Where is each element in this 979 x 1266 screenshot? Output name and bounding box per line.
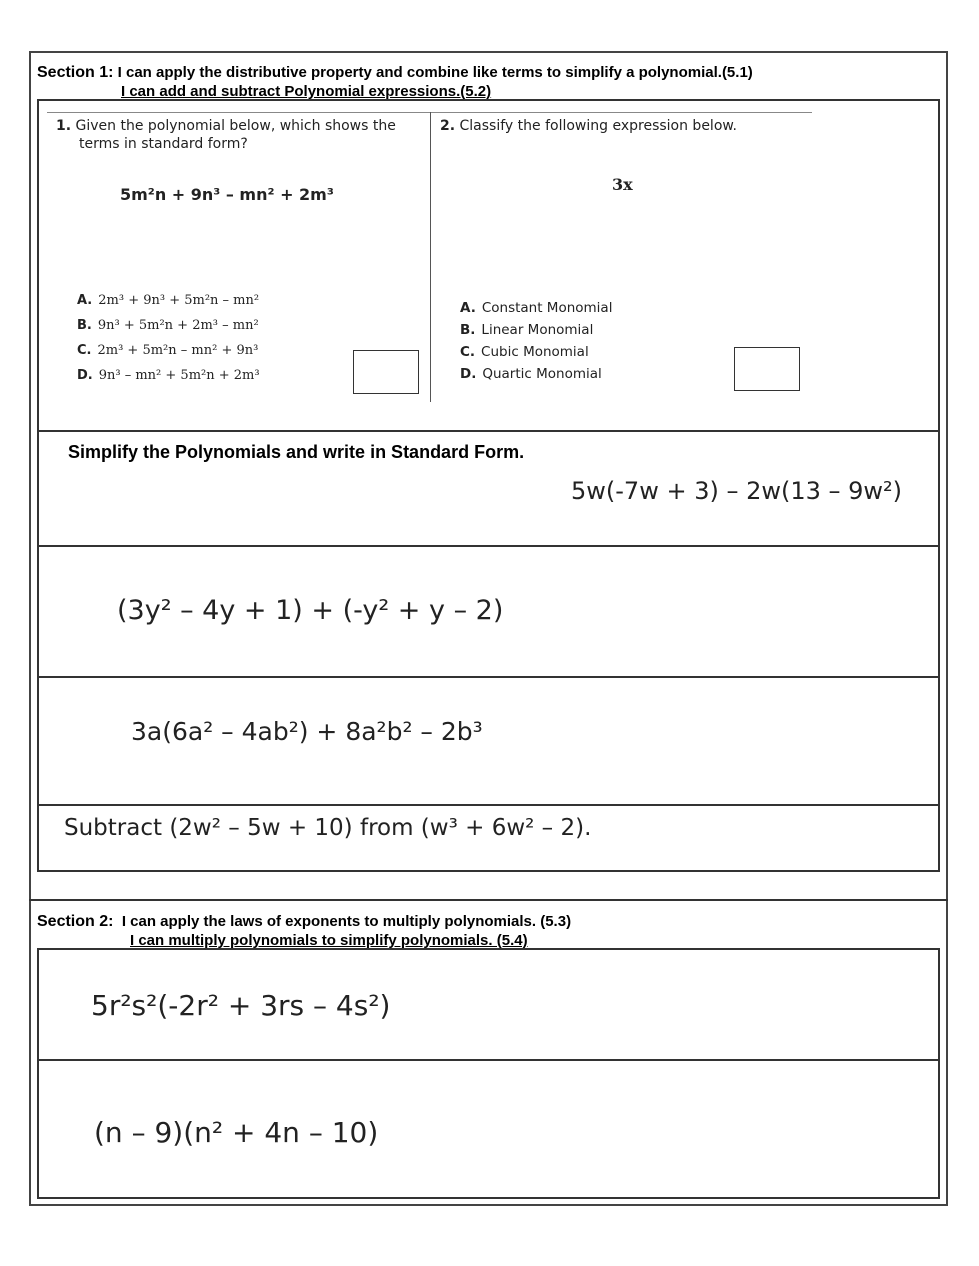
row-divider — [37, 676, 940, 678]
q2-option-c[interactable]: C. Cubic Monomial — [460, 344, 589, 360]
section2-objective2: I can multiply polynomials to simplify polynomials. (5.4) — [130, 932, 528, 949]
q1-number: 1. — [56, 118, 72, 134]
section2-label: Section 2: — [37, 913, 114, 930]
row-divider — [37, 545, 940, 547]
q1-option-c[interactable]: C. 2m³ + 5m²n – mn² + 9n³ — [77, 343, 259, 358]
q2-option-d[interactable]: D. Quartic Monomial — [460, 366, 602, 382]
section1-objective2: I can add and subtract Polynomial expressions.(5.2) — [121, 83, 492, 100]
problem-5: 5r²s²(-2r² + 3rs – 4s²) — [91, 989, 391, 1022]
problem-3: 3a(6a² – 4ab²) + 8a²b² – 2b³ — [131, 717, 483, 746]
q1-options — [77, 293, 260, 393]
q1-option-b[interactable]: B. 9n³ + 5m²n + 2m³ – mn² — [77, 318, 259, 333]
q2-options — [460, 300, 612, 388]
q2-answer-box[interactable] — [734, 347, 800, 391]
q1-prompt — [56, 118, 396, 134]
q1-option-a[interactable]: A. 2m³ + 9n³ + 5m²n – mn² — [77, 293, 260, 308]
problem-6: (n – 9)(n² + 4n – 10) — [94, 1116, 379, 1149]
q1-prompt-line1: Given the polynomial below, which shows the — [75, 118, 396, 134]
q1-answer-box[interactable] — [353, 350, 419, 394]
section2-header — [37, 913, 571, 931]
q2-expression: 3x — [612, 175, 633, 194]
q1-expression: 5m²n + 9n³ – mn² + 2m³ — [120, 185, 334, 204]
section2-table — [37, 948, 940, 1199]
problem-4: Subtract (2w² – 5w + 10) from (w³ + 6w² – 2). — [64, 815, 592, 841]
row-divider — [37, 804, 940, 806]
row-divider — [37, 430, 940, 432]
problem-1: 5w(-7w + 3) – 2w(13 – 9w²) — [571, 477, 903, 505]
section-divider — [29, 899, 948, 901]
section1-objective1: I can apply the distributive property and combine like terms to simplify a polynomial.(5.1) — [117, 64, 753, 81]
q2-option-a[interactable]: A. Constant Monomial — [460, 300, 613, 316]
q1-prompt-line2: terms in standard form? — [79, 136, 248, 152]
q1-option-d[interactable]: D. 9n³ – mn² + 5m²n + 2m³ — [77, 368, 260, 383]
column-divider — [430, 112, 431, 402]
q2-option-b[interactable]: B. Linear Monomial — [460, 322, 594, 338]
section1-label: Section 1: — [37, 64, 114, 81]
q2-number: 2. — [440, 118, 456, 134]
section1-header — [37, 64, 753, 82]
problem-2: (3y² – 4y + 1) + (-y² + y – 2) — [117, 595, 504, 626]
section2-objective1: I can apply the laws of exponents to multiply polynomials. (5.3) — [121, 913, 572, 930]
q2-prompt-text: Classify the following expression below. — [459, 118, 738, 134]
simplify-heading: Simplify the Polynomials and write in Standard Form. — [68, 442, 525, 462]
q2-prompt — [440, 118, 737, 134]
row-divider — [37, 1059, 940, 1061]
